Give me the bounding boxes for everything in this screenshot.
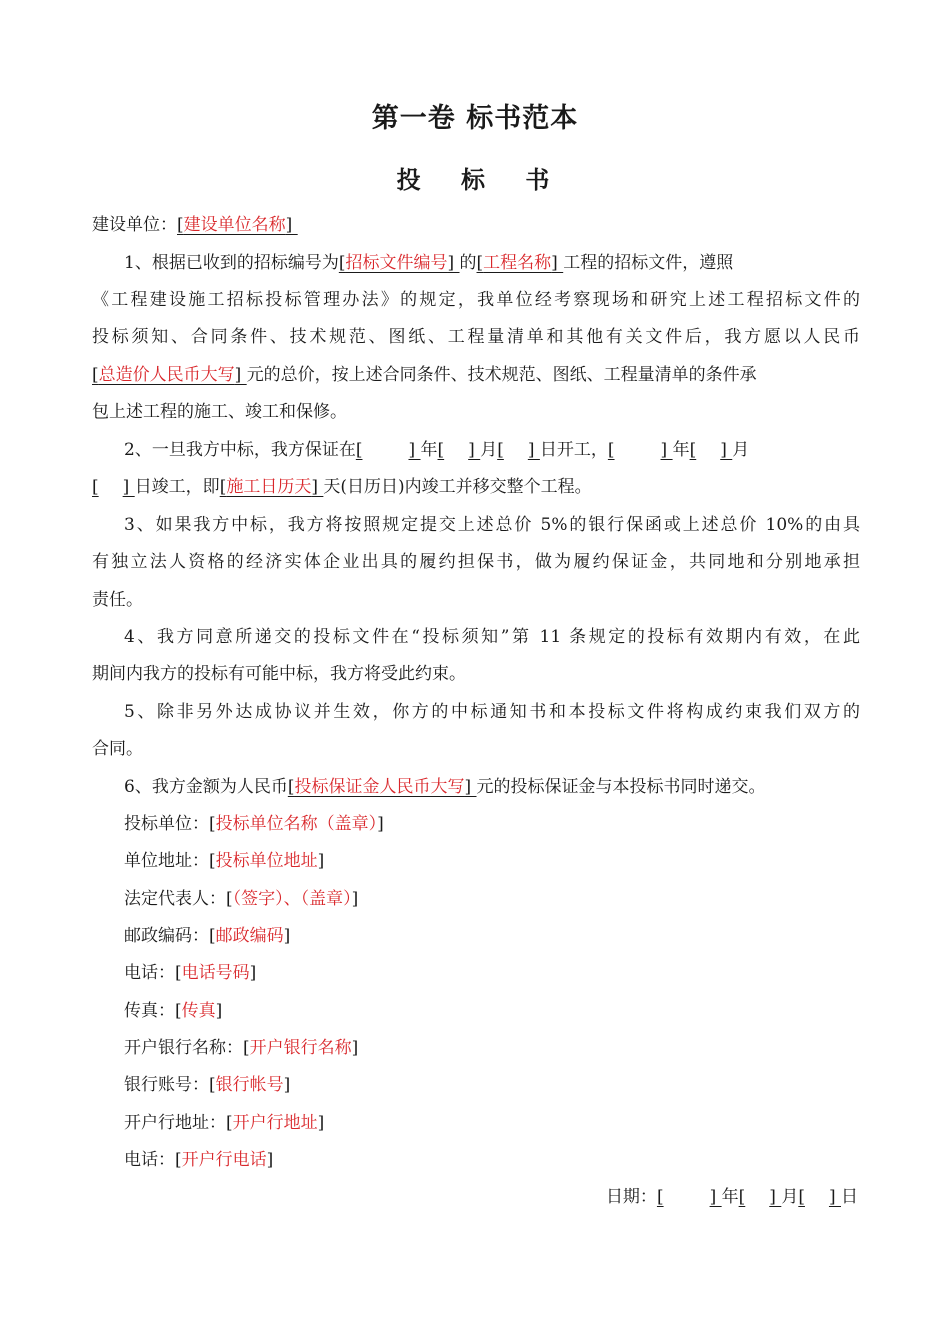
p1-line-2: 《工程建设施工招标投标管理办法》的规定，我单位经考察现场和研究上述工程招标文件的 [92, 290, 860, 310]
p5-line-1: 5、除非另外达成协议并生效，你方的中标通知书和本投标文件将构成约束我们双方的 [124, 702, 860, 722]
p2-line-2: [ ] 日竣工，即[施工日历天] 天(日历日)内竣工并移交整个工程。 [92, 477, 592, 497]
postcode-placeholder[interactable]: 邮政编码 [215, 926, 284, 946]
p3-line-2: 有独立法人资格的经济实体企业出具的履约担保书，做为履约保证金，共同地和分别地承担 [92, 552, 860, 572]
total-price-placeholder[interactable]: 总造价人民币大写 [98, 365, 235, 385]
field-bank-phone: 电话：[开户行电话] [124, 1150, 274, 1170]
end-year-blank[interactable]: [ ] [607, 440, 673, 460]
bank-name-placeholder[interactable]: 开户银行名称 [249, 1038, 352, 1058]
bid-bond-placeholder[interactable]: 投标保证金人民币大写 [294, 777, 465, 797]
volume-title: 第一卷 标书范本 [371, 103, 579, 134]
bidder-placeholder[interactable]: 投标单位名称（盖章） [215, 814, 378, 834]
field-address: 单位地址：[投标单位地址] [124, 851, 325, 871]
p2-line-1: 2、一旦我方中标，我方保证在[ ] 年[ ] 月[ ] 日开工，[ ] 年[ ] 月 [124, 440, 750, 460]
p1-line-4: [总造价人民币大写] 元的总价，按上述合同条件、技术规范、图纸、工程量清单的条件承 [92, 365, 757, 385]
field-bidder: 投标单位：[投标单位名称（盖章）] [124, 814, 384, 834]
field-bank-account: 银行账号：[银行帐号] [124, 1075, 291, 1095]
document-title: 投 标 书 [396, 166, 566, 194]
field-legal-rep: 法定代表人：[（签字）、（盖章）] [124, 889, 359, 909]
legal-rep-placeholder[interactable]: （签字）、（盖章） [232, 889, 352, 909]
field-fax: 传真：[传真] [124, 1001, 223, 1021]
end-month-blank[interactable]: [ ] [689, 440, 733, 460]
project-name-placeholder[interactable]: 工程名称 [483, 253, 552, 273]
field-bank-address: 开户行地址：[开户行地址] [124, 1113, 325, 1133]
field-postcode: 邮政编码：[邮政编码] [124, 926, 291, 946]
date-year-blank[interactable]: [ ] [656, 1187, 722, 1207]
p1-line-5: 包上述工程的施工、竣工和保修。 [92, 402, 347, 422]
p4-line-2: 期间内我方的投标有可能中标，我方将受此约束。 [92, 664, 466, 684]
p3-line-3: 责任。 [92, 590, 143, 610]
employer-line: 建设单位：[建设单位名称] [92, 215, 298, 235]
phone-placeholder[interactable]: 电话号码 [181, 963, 250, 983]
p4-line-1: 4、我方同意所递交的投标文件在“投标须知”第 11 条规定的投标有效期内有效，在此 [124, 627, 860, 647]
p3-line-1: 3、如果我方中标，我方将按照规定提交上述总价 5%的银行保函或上述总价 10%的由具 [124, 515, 860, 535]
field-phone: 电话：[电话号码] [124, 963, 257, 983]
address-placeholder[interactable]: 投标单位地址 [215, 851, 318, 871]
bank-phone-placeholder[interactable]: 开户行电话 [181, 1150, 267, 1170]
employer-placeholder[interactable]: 建设单位名称 [183, 215, 286, 235]
p1-line-1: 1、根据已收到的招标编号为[招标文件编号] 的[工程名称] 工程的招标文件，遵照 [124, 253, 734, 273]
p5-line-2: 合同。 [92, 739, 143, 759]
fax-placeholder[interactable]: 传真 [181, 1001, 216, 1021]
end-day-blank[interactable]: [ ] [92, 477, 135, 497]
date-month-blank[interactable]: [ ] [738, 1187, 782, 1207]
bank-address-placeholder[interactable]: 开户行地址 [232, 1113, 318, 1133]
p1-line-3: 投标须知、合同条件、技术规范、图纸、工程量清单和其他有关文件后，我方愿以人民币 [92, 327, 860, 347]
date-line: 日期：[ ] 年[ ] 月[ ] 日 [605, 1187, 858, 1207]
employer-label: 建设单位： [92, 215, 177, 235]
start-year-blank[interactable]: [ ] [355, 440, 421, 460]
start-day-blank[interactable]: [ ] [497, 440, 540, 460]
start-month-blank[interactable]: [ ] [437, 440, 481, 460]
field-bank-name: 开户银行名称：[开户银行名称] [124, 1038, 359, 1058]
p6-line-1: 6、我方金额为人民币[投标保证金人民币大写] 元的投标保证金与本投标书同时递交。 [124, 777, 766, 797]
calendar-days-placeholder[interactable]: 施工日历天 [226, 477, 312, 497]
date-day-blank[interactable]: [ ] [798, 1187, 841, 1207]
bank-account-placeholder[interactable]: 银行帐号 [215, 1075, 284, 1095]
tender-number-placeholder[interactable]: 招标文件编号 [345, 253, 448, 273]
